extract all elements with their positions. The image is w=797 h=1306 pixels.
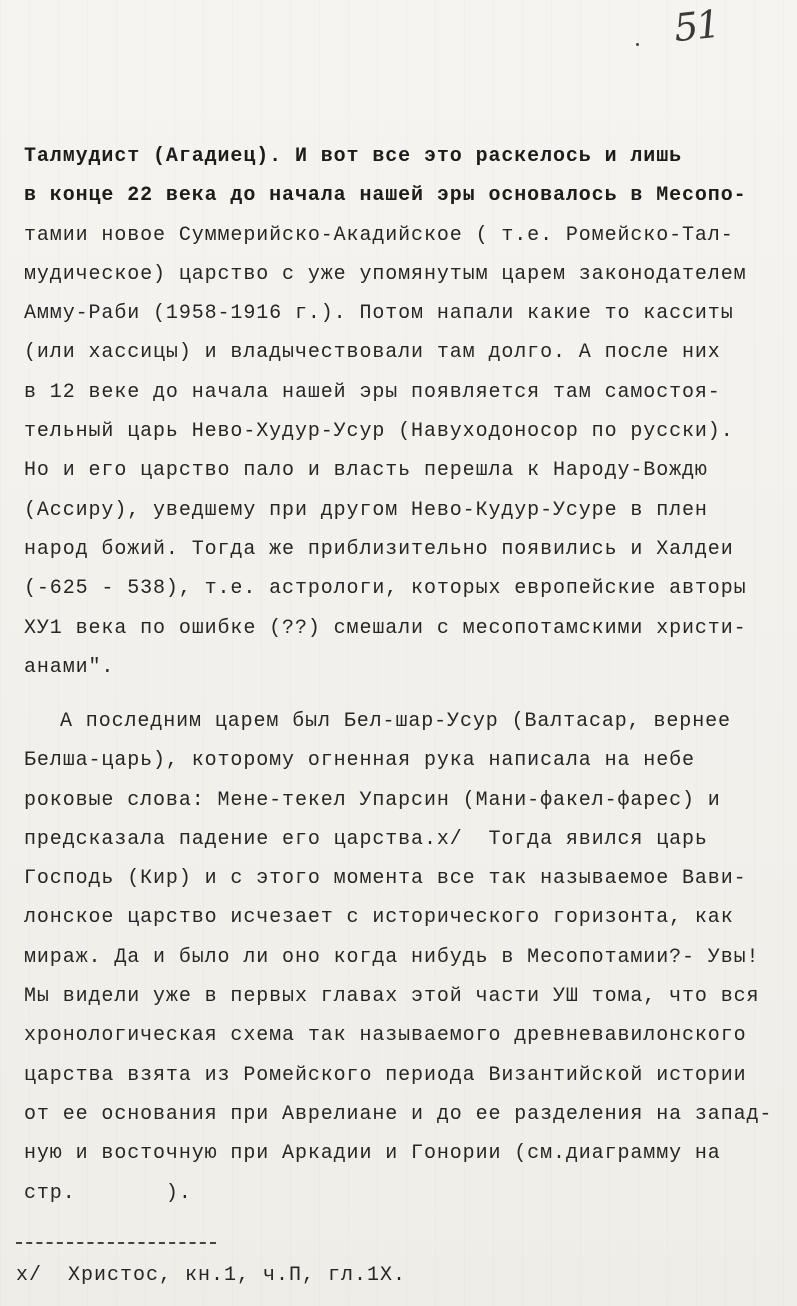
text-line: в 12 веке до начала нашей эры появляется там самостоя- bbox=[24, 380, 721, 404]
text-line: мудическое) царство с уже упомянутым царем законодателем bbox=[24, 262, 747, 286]
text-line: (или хассицы) и владычествовали там долго. А после них bbox=[24, 341, 721, 365]
text-line: Амму-Раби (1958-1916 г.). Потом напали какие то касситы bbox=[24, 302, 734, 326]
text-line: анами". bbox=[24, 655, 115, 679]
text-line: ХУ1 века по ошибке (??) смешали с месопотамскими христи- bbox=[24, 616, 747, 640]
text-line: А последним царем был Бел-шар-Усур (Валтасар, вернее bbox=[60, 710, 731, 733]
text-line: царства взята из Ромейского периода Византийской истории bbox=[24, 1063, 747, 1087]
text-line: (-625 - 538), т.е. астрологи, которых европейские авторы bbox=[24, 577, 747, 601]
text-line: народ божий. Тогда же приблизительно появились и Халдеи bbox=[24, 537, 734, 561]
text-line: от ее основания при Аврелиане и до ее разделения на запад- bbox=[24, 1102, 773, 1126]
text-line: предсказала падение его царства.x/ Тогда явился царь bbox=[24, 827, 708, 851]
text-line: Господь (Кир) и с этого момента все так называемое Вави- bbox=[24, 867, 747, 891]
text-line: стр. ). bbox=[24, 1181, 192, 1205]
text-line: тельный царь Нево-Худур-Усур (Навуходоносор по русски). bbox=[24, 420, 734, 444]
text-line: мираж. Да и было ли оно когда нибудь в Месопотамии?- Увы! bbox=[24, 945, 760, 969]
text-line: лонское царство исчезает с исторического горизонта, как bbox=[24, 906, 734, 930]
ink-dot bbox=[636, 43, 639, 46]
text-line: хронологическая схема так называемого древневавилонского bbox=[24, 1024, 747, 1048]
text-line: тамии новое Суммерийско-Акадийское ( т.е. Ромейско-Тал- bbox=[24, 223, 734, 247]
text-line: роковые слова: Мене-текел Упарсин (Мани-факел-фарес) и bbox=[24, 788, 721, 812]
text-line: Но и его царство пало и власть перешла к Народу-Вождю bbox=[24, 459, 708, 483]
text-line: Мы видели уже в первых главах этой части УШ тома, что вся bbox=[24, 985, 760, 1009]
text-line: ную и восточную при Аркадии и Гонории (см.диаграмму на bbox=[24, 1142, 721, 1166]
paragraph-1 bbox=[24, 137, 794, 687]
footnote-divider bbox=[16, 1242, 216, 1244]
text-line: Белша-царь), которому огненная рука написала на небе bbox=[24, 749, 695, 773]
text-line: (Ассиру), уведшему при другом Нево-Кудур-Усуре в плен bbox=[24, 498, 708, 522]
text-line: Талмудист (Агадиец). И вот все это раскелось и лишь bbox=[24, 145, 682, 168]
paragraph-2 bbox=[24, 702, 794, 1213]
footnote: x/ Христос, кн.1, ч.П, гл.1Х. bbox=[16, 1264, 407, 1287]
text-line: в конце 22 века до начала нашей эры основалось в Месопо- bbox=[24, 184, 747, 208]
page-number: 51 bbox=[671, 1, 721, 51]
